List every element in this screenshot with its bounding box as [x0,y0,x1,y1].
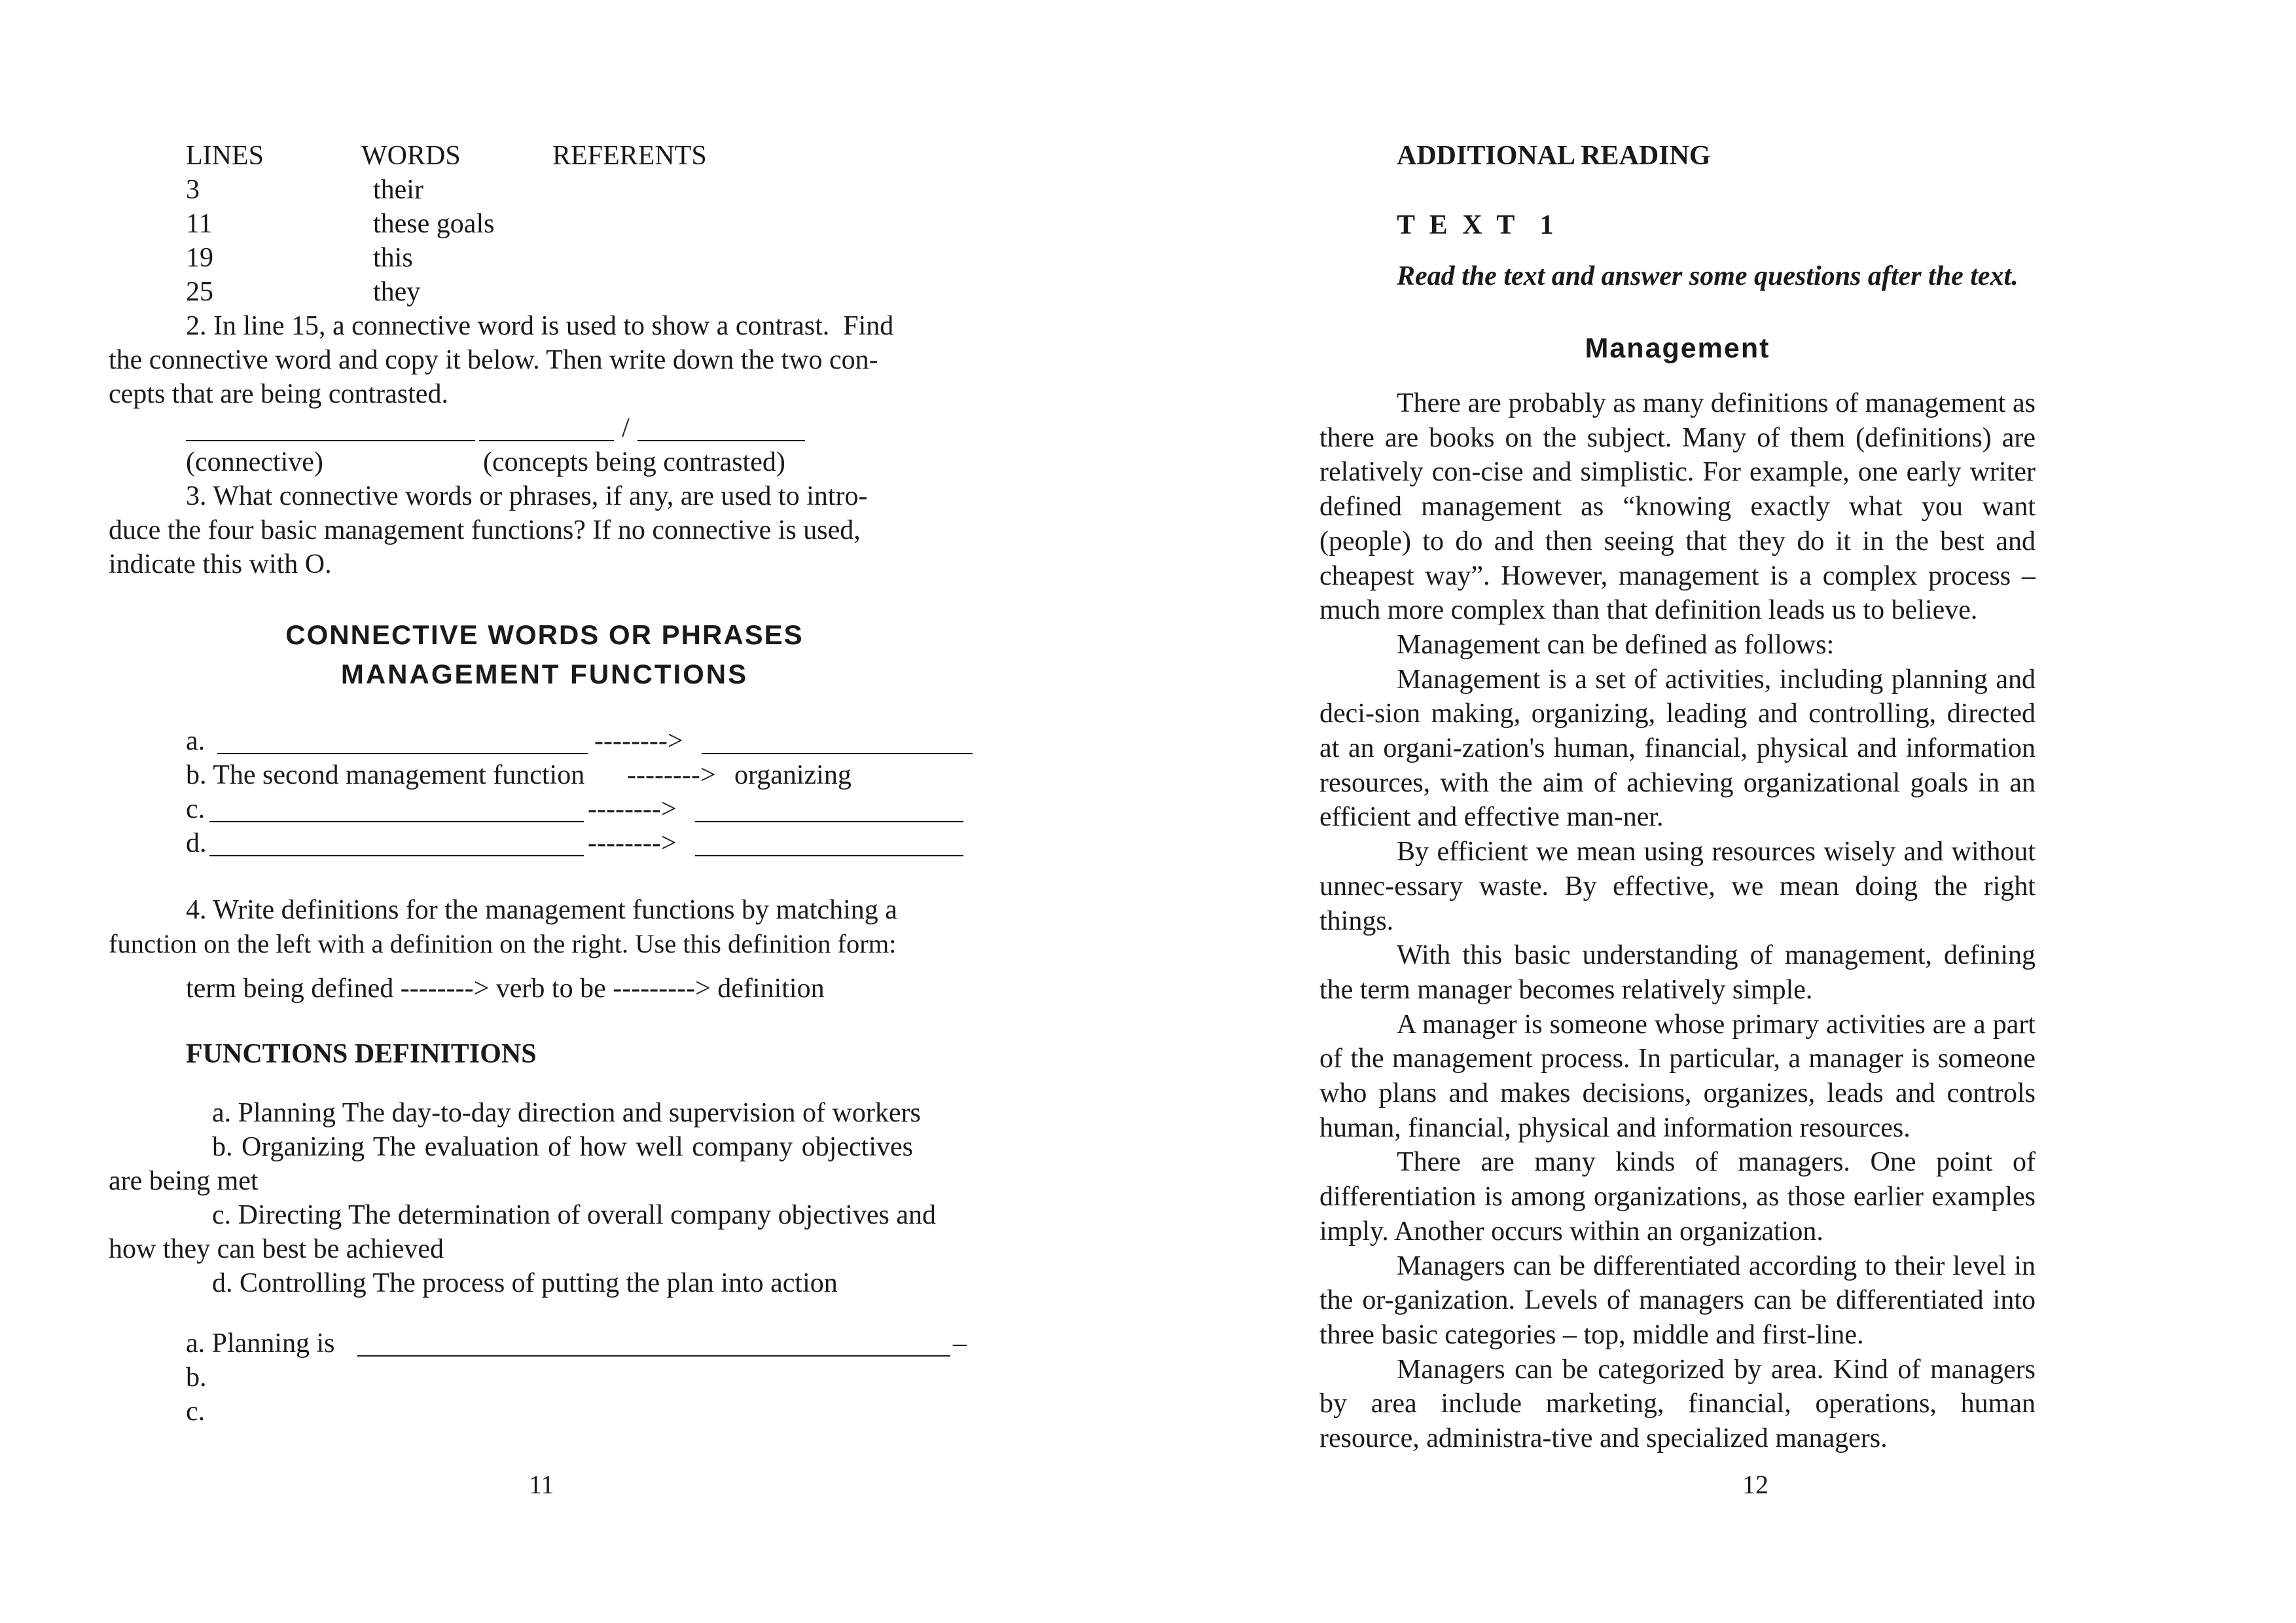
connective-row-arrow: --------> [627,760,716,790]
connective-row-blank[interactable] [209,855,584,856]
table-row-line: 25 [186,277,213,307]
page-number-right: 12 [1742,1470,1768,1499]
right-page [1148,0,2296,1623]
heading-connective-words: CONNECTIVE WORDS OR PHRASES [285,619,804,650]
question-4-line1: 4. Write definitions for the management functions by matching a [186,895,897,925]
heading-management-functions: MANAGEMENT FUNCTIONS [340,659,749,689]
paragraph: With this basic understanding of management, defining the term manager becomes relatively simple. [1319,940,2036,1005]
paragraph: By efficient we mean using resources wisely and without unnec-essary waste. By effective, we mean doing the right things. [1319,837,2036,936]
answer-a-dash: – [953,1328,967,1359]
slash-separator: / [622,413,630,443]
function-b-line2: are being met [109,1166,259,1196]
article-body [1319,386,2036,1456]
text-label: T E X T 1 [1397,210,1558,240]
paragraph: Managers can be categorized by area. Kind of managers by area include marketing, financial, operations, human resource, administra-tive and specialized managers. [1319,1354,2036,1454]
question-3-line2: duce the four basic management functions? If no connective is used, [109,515,861,545]
paragraph: Management is a set of activities, including planning and deci-sion making, organizing, leading and controlling, directed at an organi-zation's human, financial, physical and information resources, with the aim of achieving organizational goals in an efficient and effective man-ner. [1319,664,2036,833]
label-connective: (connective) [186,447,323,477]
answer-a-label: a. Planning is [186,1328,335,1359]
connective-row-arrow: --------> [588,828,677,858]
question-4-line2: function on the left with a definition on the right. Use this definition form: [109,929,897,958]
table-row-word: these goals [373,209,495,239]
connective-row-prefix: d. [186,828,207,858]
paragraph: Management can be defined as follows: [1397,629,1835,660]
connective-row-text: organizing [734,760,852,790]
instruction: Read the text and answer some questions after the text. [1397,261,2018,291]
concept-1-answer-line[interactable] [479,440,614,441]
connective-row-blank[interactable] [217,753,588,754]
question-3-line3: indicate this with O. [109,549,332,579]
function-c-line2: how they can best be achieved [109,1234,444,1264]
section-title: ADDITIONAL READING [1397,141,1711,171]
table-header-lines: LINES [186,141,264,171]
question-2-line3: cepts that are being contrasted. [109,379,448,409]
question-2-line2: the connective word and copy it below. Then write down the two con- [109,345,878,375]
paragraph: A manager is someone whose primary activities are a part of the management process. In particular, a manager is someone who plans and makes decisions, organizes, leads and controls human, financial, physical and information resources. [1319,1009,2036,1143]
table-row-word: this [373,243,413,273]
paragraph: Managers can be differentiated according to their level in the or-ganization. Levels of managers can be differentiated into three basic categories – top, middle and first-line. [1319,1250,2036,1350]
connective-row-arrow: --------> [594,726,683,756]
table-row-word: their [373,175,423,205]
connective-row-answer-line[interactable] [702,753,973,754]
page-number-left: 11 [529,1470,554,1499]
concept-2-answer-line[interactable] [637,440,805,441]
question-2-line1: 2. In line 15, a connective word is used to show a contrast. Find [186,311,894,341]
article-title: Management [1585,333,1770,364]
question-3-line1: 3. What connective words or phrases, if any, are used to intro- [186,481,868,511]
function-c-line1: c. Directing The determination of overall company objectives and [212,1200,937,1230]
connective-row-prefix: a. [186,726,206,756]
label-concepts-contrasted: (concepts being contrasted) [483,447,785,477]
definition-form: term being defined --------> verb to be ---------> definition [186,974,825,1004]
connective-row-blank[interactable] [209,821,584,822]
connective-row-prefix: c. [186,794,206,824]
function-b-line1: b. Organizing The evaluation of how well company objectives [212,1132,914,1162]
table-header-words: WORDS [361,141,461,171]
paragraph: There are probably as many definitions of management as there are books on the subject. Many of them (definitions) are relatively con-cise and simplistic. For example, one early writer defined management as “knowing exactly what you want (people) to do and then seeing that they do it in the best and cheapest way”. However, management is a complex process – much more complex than that definition leads us to believe. [1319,388,2036,626]
function-d: d. Controlling The process of putting the plan into action [212,1268,838,1298]
answer-b-label: b. [186,1362,207,1393]
functions-definitions-heading: FUNCTIONS DEFINITIONS [186,1039,537,1069]
paragraph: There are many kinds of managers. One point of differentiation is among organizations, as those earlier examples imply. Another occurs within an organization. [1319,1147,2036,1247]
table-header-referents: REFERENTS [552,141,707,171]
table-row-line: 19 [186,243,213,273]
table-row-line: 11 [186,209,213,239]
connective-answer-line[interactable] [186,440,475,441]
connective-row-answer-line[interactable] [695,855,963,856]
answer-a-line[interactable] [357,1355,950,1357]
connective-row-arrow: --------> [588,794,677,824]
connective-row-answer-line[interactable] [695,821,963,822]
function-a: a. Planning The day-to-day direction and supervision of workers [212,1098,921,1128]
table-row-line: 3 [186,175,200,205]
table-row-word: they [373,277,421,307]
answer-c-label: c. [186,1396,206,1427]
connective-row-prefix: b. The second management function [186,760,585,790]
